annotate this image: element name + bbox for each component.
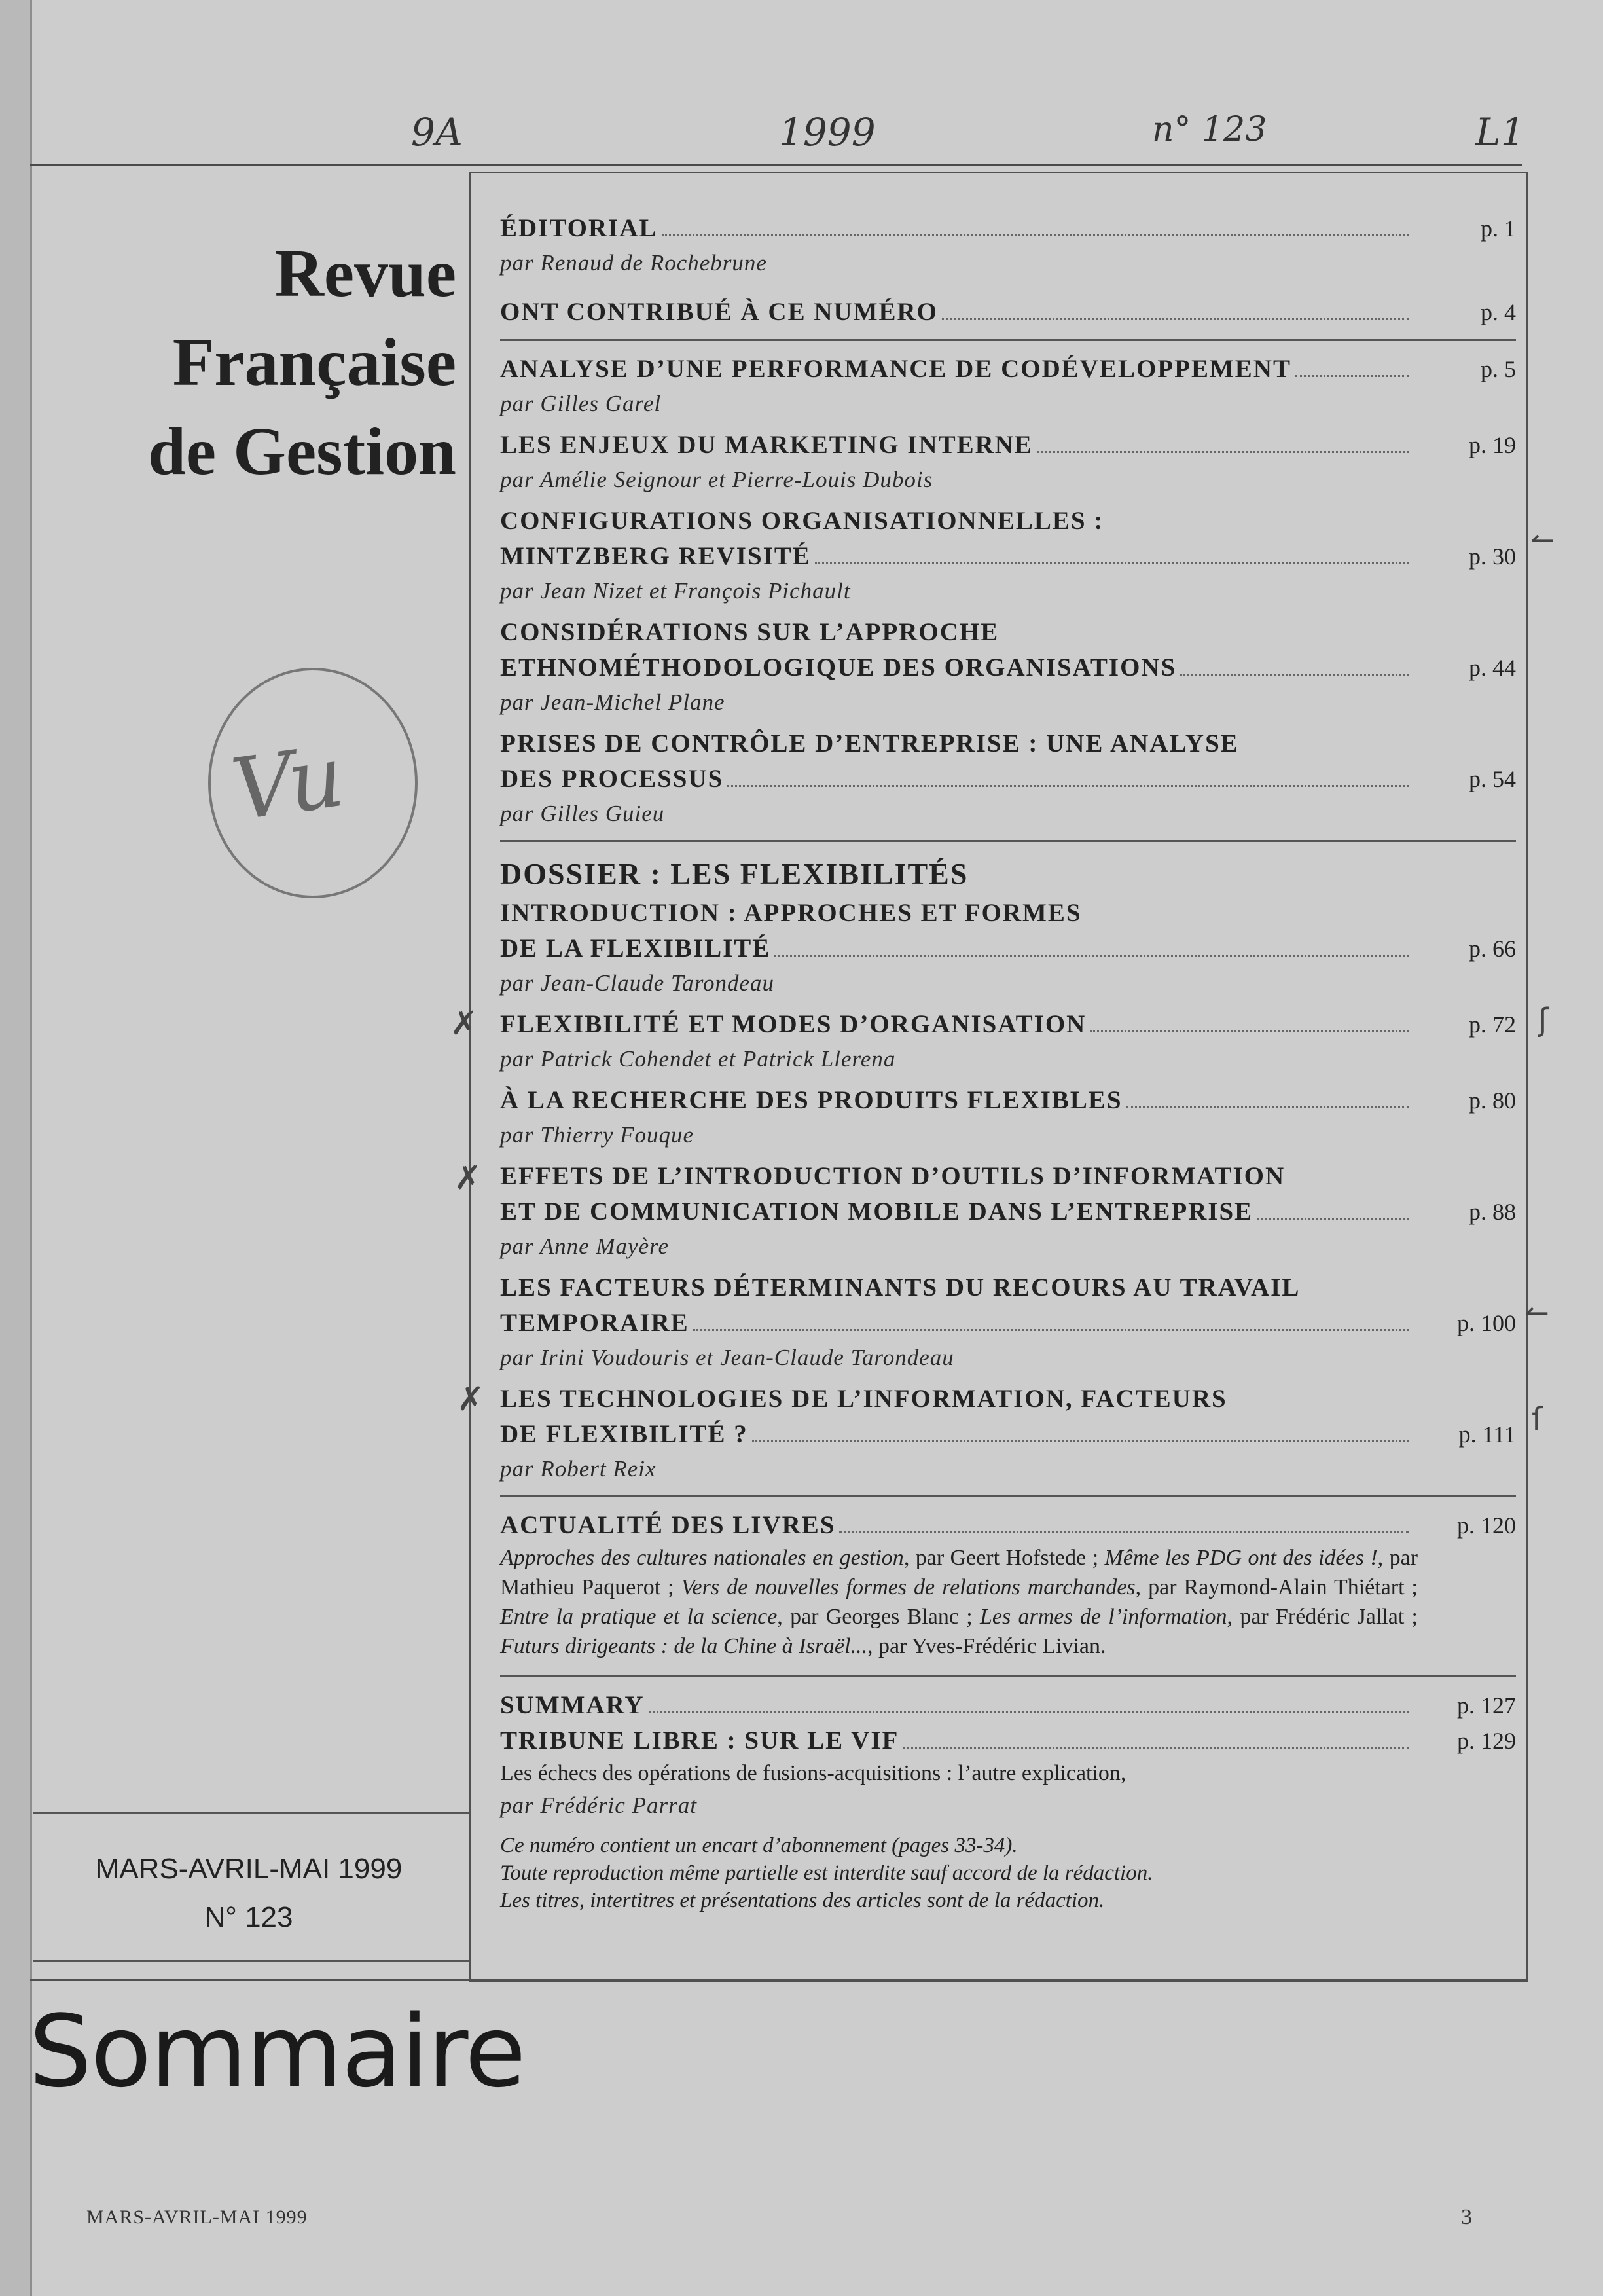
leader-dots: [903, 1747, 1409, 1749]
section-heading-sommaire: Sommaire: [29, 1994, 525, 2109]
book-title: Les armes de l’information: [979, 1605, 1227, 1629]
toc-author: par Gilles Guieu: [500, 801, 665, 826]
issue-date: MARS-AVRIL-MAI 1999: [95, 1853, 403, 1885]
editorial-notes: [500, 1832, 1516, 1914]
toc-entry-title: ONT CONTRIBUÉ À CE NUMÉRO: [500, 298, 939, 326]
toc-author: par Gilles Garel: [500, 391, 662, 416]
leader-dots: [1126, 1106, 1409, 1108]
toc-entry-title: LES TECHNOLOGIES DE L’INFORMATION, FACTEURS: [500, 1385, 1227, 1413]
section-rule: [500, 840, 1516, 842]
handwritten-note-volume: 9A: [411, 110, 463, 155]
toc-entry-title: ETHNOMÉTHODOLOGIQUE DES ORGANISATIONS: [500, 653, 1177, 682]
toc-author: par Renaud de Rochebrune: [500, 250, 767, 276]
note-line: Ce numéro contient un encart d’abonnement (pages 33-34).: [500, 1834, 1018, 1857]
frame-bottom-rule: [30, 1979, 1526, 1981]
leader-dots: [1090, 1030, 1409, 1032]
leader-dots: [649, 1711, 1409, 1713]
toc-entry-title: CONSIDÉRATIONS SUR L’APPROCHE: [500, 618, 1000, 646]
toc-page: p. 5: [1481, 356, 1516, 382]
toc-entry-title: PRISES DE CONTRÔLE D’ENTREPRISE : UNE ANALYSE: [500, 729, 1239, 757]
toc-entry-title: SUMMARY: [500, 1691, 645, 1719]
toc-entry-title: LES ENJEUX DU MARKETING INTERNE: [500, 431, 1033, 459]
journal-title-line: Revue: [274, 236, 456, 311]
toc-author: par Thierry Fouque: [500, 1122, 694, 1148]
journal-title: [148, 229, 456, 496]
toc-page: p. 88: [1469, 1199, 1516, 1225]
toc-page: p. 120: [1457, 1512, 1516, 1539]
toc-entry-title: ANALYSE D’UNE PERFORMANCE DE CODÉVELOPPEMENT: [500, 355, 1291, 383]
book-title: Entre la pratique et la science: [500, 1605, 778, 1629]
page-number: 3: [1461, 2205, 1472, 2229]
section-rule: [500, 339, 1516, 341]
toc-entry-title: CONFIGURATIONS ORGANISATIONNELLES :: [500, 507, 1104, 535]
toc-author: par Robert Reix: [500, 1456, 657, 1482]
handwritten-cross-mark: ✗: [454, 1159, 482, 1197]
dossier-heading: DOSSIER : LES FLEXIBILITÉS: [500, 857, 969, 890]
toc-page: p. 30: [1469, 543, 1516, 570]
book-title: Même les PDG ont des idées !: [1104, 1546, 1378, 1570]
journal-title-line: de Gestion: [148, 414, 456, 489]
toc-entry-article: [500, 428, 1516, 497]
toc-page: p. 129: [1457, 1728, 1516, 1754]
handwritten-note-year: 1999: [779, 110, 876, 155]
toc-entry-title: EFFETS DE L’INTRODUCTION D’OUTILS D’INFORMATION: [500, 1162, 1286, 1190]
toc-entry-editorial: [500, 211, 1516, 280]
toc-entry-title: TEMPORAIRE: [500, 1309, 689, 1337]
toc-page: p. 1: [1481, 215, 1516, 242]
toc-author: par Jean Nizet et François Pichault: [500, 578, 851, 604]
toc-page: p. 72: [1469, 1011, 1516, 1038]
toc-page: p. 19: [1469, 432, 1516, 458]
toc-author: par Frédéric Parrat: [500, 1793, 697, 1818]
toc-entry-title: ÉDITORIAL: [500, 214, 658, 242]
leader-dots: [662, 234, 1409, 236]
toc-entry-summary: [500, 1688, 1516, 1723]
book-reviewer: , par Mathieu Paquerot ;: [500, 1546, 1418, 1599]
book-reviewer: , par Raymond-Alain Thiétart ;: [1135, 1575, 1418, 1599]
toc-page: p. 80: [1469, 1087, 1516, 1114]
leader-dots: [1037, 451, 1409, 453]
page-binding-edge: [0, 0, 32, 2296]
toc-entry-title: DES PROCESSUS: [500, 765, 724, 793]
toc-page: p. 100: [1457, 1310, 1516, 1336]
leader-dots: [1295, 375, 1409, 377]
toc-page: p. 66: [1469, 936, 1516, 962]
toc-entry-article: [500, 726, 1516, 831]
toc-entry-dossier: [500, 1083, 1516, 1152]
toc-entry-title: FLEXIBILITÉ ET MODES D’ORGANISATION: [500, 1010, 1087, 1038]
issue-rule-bottom: [33, 1960, 469, 1962]
toc-entry-title: DE FLEXIBILITÉ ?: [500, 1420, 748, 1448]
toc-entry-title: À LA RECHERCHE DES PRODUITS FLEXIBLES: [500, 1086, 1123, 1114]
leader-dots: [839, 1531, 1409, 1533]
toc-entry-article: [500, 503, 1516, 608]
toc-page: p. 4: [1481, 299, 1516, 325]
toc-page: p. 44: [1469, 655, 1516, 681]
toc-author: par Irini Voudouris et Jean-Claude Tarondeau: [500, 1345, 954, 1370]
leader-dots: [942, 318, 1409, 320]
toc-entry-title: MINTZBERG REVISITÉ: [500, 542, 811, 570]
handwritten-note-code: L1: [1475, 110, 1525, 155]
issue-number: N° 123: [204, 1901, 293, 1933]
toc-entry-title: DE LA FLEXIBILITÉ: [500, 934, 771, 962]
toc-author: par Patrick Cohendet et Patrick Llerena: [500, 1046, 896, 1072]
tribune-description: Les échecs des opérations de fusions-acquisitions : l’autre explication,: [500, 1761, 1126, 1785]
leader-dots: [752, 1440, 1409, 1442]
book-reviewer: , par Geert Hofstede ;: [903, 1546, 1105, 1570]
book-reviews-list: [500, 1543, 1516, 1661]
toc-author: par Jean-Claude Tarondeau: [500, 970, 775, 996]
vu-stamp-text: Vu: [226, 725, 350, 841]
book-reviewer: , par Yves-Frédéric Livian.: [867, 1634, 1106, 1658]
book-reviewer: , par Georges Blanc ;: [777, 1605, 980, 1629]
table-of-contents: [450, 211, 1516, 1914]
toc-entry-title: TRIBUNE LIBRE : SUR LE VIF: [500, 1726, 899, 1755]
toc-entry-title: INTRODUCTION : APPROCHES ET FORMES: [500, 899, 1082, 927]
handwritten-cross-mark: ✗: [457, 1380, 484, 1418]
section-rule: [500, 1675, 1516, 1677]
toc-entry-dossier: [450, 1004, 1516, 1076]
handwritten-margin-tick: ↼: [1525, 1296, 1549, 1330]
toc-entry-title: ACTUALITÉ DES LIVRES: [500, 1511, 836, 1539]
toc-entry-dossier: [457, 1380, 1516, 1486]
toc-entry-article: [500, 615, 1516, 720]
toc-entry-dossier: [454, 1159, 1516, 1264]
note-line: Les titres, intertitres et présentations des articles sont de la rédaction.: [500, 1889, 1105, 1912]
leader-dots: [693, 1329, 1409, 1331]
top-rule: [30, 164, 1522, 166]
toc-entry-title: LES FACTEURS DÉTERMINANTS DU RECOURS AU TRAVAIL: [500, 1273, 1301, 1302]
toc-entry-dossier: [500, 1270, 1516, 1375]
toc-entry-dossier: [500, 896, 1516, 1000]
journal-title-line: Française: [172, 325, 456, 400]
leader-dots: [815, 562, 1409, 564]
toc-entry-tribune: [500, 1723, 1516, 1823]
book-title: Futurs dirigeants : de la Chine à Israël...: [500, 1634, 867, 1658]
leader-dots: [727, 785, 1409, 787]
handwritten-note-number: n° 123: [1152, 110, 1267, 149]
toc-author: par Anne Mayère: [500, 1233, 669, 1259]
handwritten-margin-tick: ſ: [1532, 1401, 1543, 1438]
leader-dots: [774, 955, 1409, 957]
toc-author: par Jean-Michel Plane: [500, 689, 725, 715]
leader-dots: [1257, 1218, 1409, 1220]
toc-entry-contributors: [500, 295, 1516, 330]
toc-page: p. 127: [1457, 1692, 1516, 1719]
note-line: Toute reproduction même partielle est interdite sauf accord de la rédaction.: [500, 1861, 1153, 1885]
toc-page: p. 54: [1469, 766, 1516, 792]
toc-author: par Amélie Seignour et Pierre-Louis Dubois: [500, 467, 933, 492]
handwritten-margin-tick: ↼: [1530, 524, 1555, 557]
leader-dots: [1180, 674, 1409, 676]
toc-entry-article: [500, 352, 1516, 421]
toc-page: p. 111: [1458, 1421, 1516, 1448]
book-title: Vers de nouvelles formes de relations marchandes: [681, 1575, 1136, 1599]
footer-date: MARS-AVRIL-MAI 1999: [86, 2206, 308, 2228]
section-rule: [500, 1495, 1516, 1497]
book-reviewer: , par Frédéric Jallat ;: [1227, 1605, 1418, 1629]
handwritten-margin-tick: ʃ: [1538, 1002, 1549, 1038]
issue-rule-top: [33, 1812, 469, 1814]
handwritten-cross-mark: ✗: [450, 1004, 478, 1042]
book-title: Approches des cultures nationales en gestion: [500, 1546, 904, 1570]
toc-entry-title: ET DE COMMUNICATION MOBILE DANS L’ENTREPRISE: [500, 1197, 1253, 1226]
toc-entry-books: [500, 1508, 1516, 1661]
